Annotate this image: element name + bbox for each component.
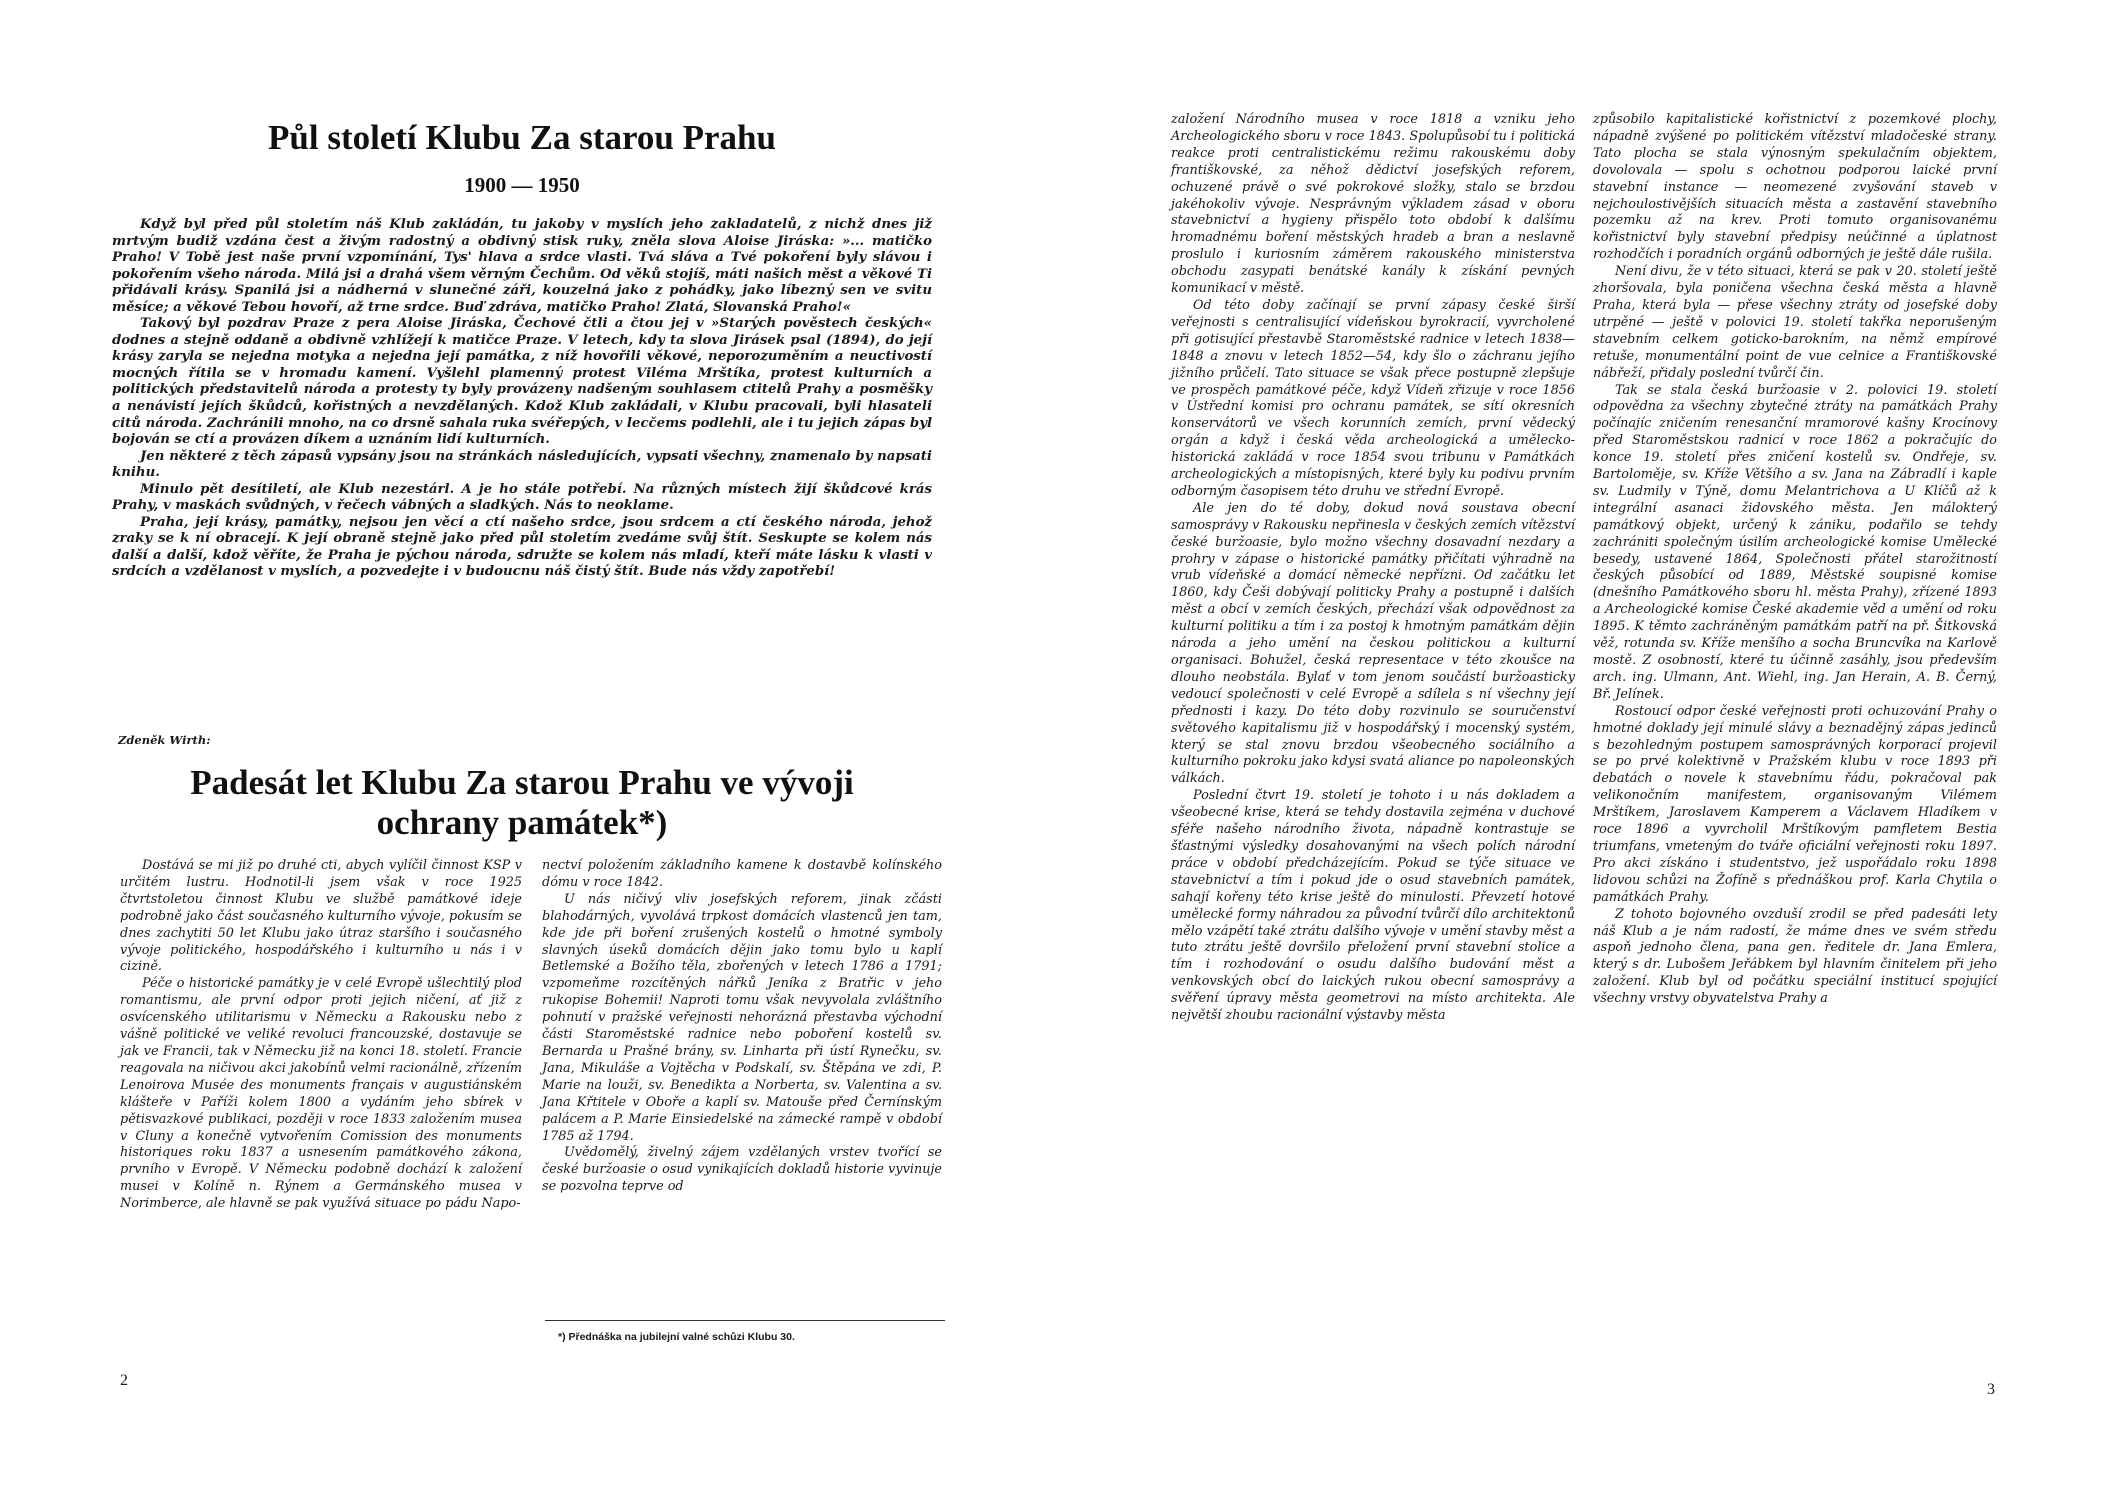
article-column-1 <box>120 858 522 1213</box>
intro-paragraph: Takový byl pozdrav Praze z pera Aloise Jiráska, Čechové čtli a čtou jej v »Starých pověstech českých« dodnes a stejně oddaně a obdivně vzhlížejí k matičce Praze. V letech, kdy ta slova Jirásek psal (1894), do její krásy zaryla se nejedna motyka a nejedna její památka, z níž hovořili věkové, neporozuměním a neuctivostí mocných řítila se v hromadu kamení. Vyšlehl plamenný protest Viléma Mrštíka, protest kulturních a politických představitelů národa a protesty ty byly provázeny nadšeným souhlasem ctitelů Prahy a posměšky a nenávistí jejích škůdců, kořistných a nevzdělaných. Kdož Klub zakládali, v Klubu pracovali, byli hlasateli citů národa. Zachránili mnoho, na co drsně sahala ruka svéřepých, v lecčems podlehli, ale i tu jejich zápas byl bojován se ctí a provázen díkem a uznáním lidí kulturních. <box>112 316 932 448</box>
right-column-1 <box>1171 112 1575 1025</box>
intro-paragraph: Když byl před půl stoletím náš Klub zakládán, tu jakoby v myslích jeho zakladatelů, z nichž dnes již mrtvým budiž vzdána čest a živým radostný a obdivný stisk ruky, zněla slova Aloise Jiráska: »... matičko Praho! V Tobě jest naše první vzpomínání, Tys' hlava a srdce vlasti. Tvá sláva a Tvé pokoření byly slávou i pokořením všeho národa. Milá jsi a drahá všem věrným Čechům. Od věků stojíš, máti našich měst a věkové Ti přidávali krásy. Spanilá jsi a nádherná v slunečné záři, kouzelná jako z pohádky, jako líbezný sen ve svitu měsíce; a věkové Tebou hovoří, až trne srdce. Buď zdráva, matičko Praho! Zlatá, Slovanská Praho!« <box>112 217 932 315</box>
body-paragraph: Dostává se mi již po druhé cti, abych vylíčil činnost KSP v určitém lustru. Hodnotil-li jsem však v roce 1925 čtvrtstoletou činnost Klubu ve službě památkové ideje podrobně jako část současného kulturního vývoje, pokusím se dnes zachytiti 50 let Klubu jako útraz staršího i současného vývoje politického, hospodářského i kulturního u nás i v cizině. <box>120 858 522 975</box>
left-page <box>0 0 1000 1500</box>
page-number: 3 <box>1987 1381 1995 1398</box>
intro-paragraph: Minulo pět desítiletí, ale Klub nezestárl. A je ho stále potřebí. Na různých místech žijí škůdcové krás Prahy, v maskách svůdných, v řečech vábných a sladkých. Nás to neoklame. <box>112 481 932 514</box>
footnote-rule <box>545 1320 945 1321</box>
body-paragraph: Tak se stala česká buržoasie v 2. polovici 19. století odpovědna za všechny zbytečné ztráty na památkách Prahy počínajíc zničením renesanční mramorové kašny Krocínovy před Staroměstskou radnicí v roce 1862 a pokračujíc do konce 19. století přes zničení kostelů sv. Ondřeje, sv. Bartoloměje, sv. Kříže Většího a sv. Jana na Zábradlí i kaple sv. Ludmily v Týně, domu Melantrichova a U Klíčů až k integrální asanaci židovského města. Jen málokterý památkový objekt, určený k zániku, podařilo se tehdy zachrániti společným úsilím archeologické komise Umělecké besedy, ustavené 1864, Společnosti přátel starožitností českých působící od 1889, Městské soupisné komise (dnešního Památkového sboru hl. města Prahy), zřízené 1893 a Archeologické komise České akademie věd a umění od roku 1895. K těmto zachráněným památkám patří na př. Šitkovská věž, rotunda sv. Kříže menšího a socha Bruncvíka na Karlově mostě. Z osobností, které tu účinně zasáhly, jsou především arch. ing. Ulmann, Ant. Wiehl, ing. Jan Herain, A. B. Černý, Bř. Jelínek. <box>1593 382 1997 702</box>
body-paragraph: Rostoucí odpor české veřejnosti proti ochuzování Prahy o hmotné doklady její minulé slávy a beznadějný zápas jedinců s bezohledným postupem samosprávných korporací projevil se po prvé kolektivně v Pražském klubu v roce 1893 při debatách o novele k stavebnímu řádu, pokračoval pak velikonočním manifestem, organisovaným Vilémem Mrštíkem, Jaroslavem Kamperem a Václavem Hladíkem v roce 1896 a vyvrcholil Mrštíkovým pamfletem Bestia triumfans, vmeteným do tváře oficiální veřejnosti roku 1897. Pro akci získáno i studentstvo, jež uspořádalo roku 1898 lidovou schůzi na Žofíně s přednáškou prof. Karla Chytila o památkách Prahy. <box>1593 703 1997 905</box>
author-name: Zdeněk Wirth: <box>118 733 211 747</box>
body-paragraph: Od této doby začínají se první zápasy české širší veřejnosti s centralisující vídeňskou byrokracií, vyvrcholené při gotisující přestavbě Staroměstské radnice v letech 1838—1848 a znovu v letech 1852—54, kdy šlo o záchranu jejího jižního průčelí. Tato situace se však přece postupně zlepšuje ve prospěch památkové péče, když Vídeň zřizuje v roce 1856 v Ústřední komisi pro ochranu památek, se sítí okresních konservátorů ve všech korunních zemích, první vědecký orgán a když i česká věda archeologická a umělecko-historická zakládá v roce 1854 svou tribunu v Památkách archeologických a místopisných, které byly ku podivu prvním odborným časopisem této druhu ve střední Evropě. <box>1171 297 1575 499</box>
body-paragraph: Uvědomělý, živelný zájem vzdělaných vrstev tvořící se české buržoasie o osud vynikajících dokladů historie vyvinuje se pozvolna teprve od <box>542 1145 942 1195</box>
body-paragraph: nectví položením základního kamene k dostavbě kolínského dómu v roce 1842. <box>542 858 942 890</box>
article-title <box>112 763 932 843</box>
page-number: 2 <box>120 1372 128 1389</box>
body-paragraph: U nás ničivý vliv josefských reforem, jinak zčásti blahodárných, vyvolává trpkost domácích vlastenců jen tam, kde jde při boření zrušených kostelů o hmotné symboly slavných úseků domácích dějin jako tomu bylo u kaplí Betlemské a Božího těla, zbořených v letech 1786 a 1791; vzpomeňme rozcítěných nářků Jeníka z Bratřic v jeho rukopise Bohemii! Naproti tomu však nevyvolala zvláštního pohnutí v pražské veřejnosti nehorázná přestavba východní části Staroměstské radnice nebo poboření kostelů sv. Bernarda u Prašné brány, sv. Linharta při ústí Rynečku, sv. Jana, Mikuláše a Vojtěcha v Podskalí, sv. Štěpána ve zdi, P. Marie na louži, sv. Benedikta a Norberta, sv. Valentina a sv. Jana Křtitele v Oboře a kaplí sv. Matouše před Černínským palácem a P. Marie Einsiedelské na zámecké rampě v období 1785 až 1794. <box>542 891 942 1144</box>
body-paragraph: Ale jen do té doby, dokud nová soustava obecní samosprávy v Rakousku nepřinesla v českých zemích vítězství české buržoasie, bylo možno všechny dosavadní nezdary a prohry v zápase o historické památky přičítati výhradně na vrub vídeňské a domácí německé nepřízni. Od začátku let 1860, kdy Češi dobývají politicky Prahy a postupně i dalších měst a obcí v zemích českých, přechází však odpovědnost za kulturní politiku a tím i za postoj k hmotným památkám dějin národa a jeho umění na českou politickou a kulturní organisaci. Bohužel, česká representace v této zkoušce na dlouho neobstála. Bylať v tom jenom součástí buržoasticky vedoucí společnosti v celé Evropě a sdílela s ní všechny její přednosti i kazy. Do této doby rozvinulo se souručenství světového kapitalismu již v hospodářský i mocenský systém, který se stal znovu brzdou všeobecného sociálního a kulturního pokroku jako kdysi svatá aliance po napoleonských válkách. <box>1171 500 1575 787</box>
right-page <box>1057 0 2114 1500</box>
article-column-2 <box>542 858 942 1196</box>
article-title-line: ochrany památek*) <box>376 803 668 842</box>
article-title-line: Padesát let Klubu Za starou Prahu ve vývoji <box>190 763 854 802</box>
intro-text <box>112 217 932 581</box>
footnote: *) Přednáška na jubilejní valné schůzi Klubu 30. <box>558 1331 795 1343</box>
body-paragraph: Poslední čtvrt 19. století je tohoto i u nás dokladem a všeobecné krise, která se tehdy dostavila zejména v duchové sféře našeho národního života, nápadně kontrastuje se šťastnými výsledky dosahovanými na všech polích národní práce v období předcházejícím. Pokud se týče situace ve stavebnictví a tím i pokud jde o osud stavebních památek, sahají kořeny této krise ještě do minulosti. Převzetí hotové umělecké formy náhradou za původní tvůrčí dílo architektonů mělo vzápětí také ztrátu dalšího vývoje v umění stavby měst a tuto ztrátu ještě dovršilo přeložení první stavební stolice a tím i rozhodování o osudu dalšího budování měst a venkovských obcí do laických rukou obecní samosprávy a svěření úpravy města geometrovi na místo architekta. Ale největší zhoubu racionální výstavby města <box>1171 788 1575 1024</box>
body-paragraph: způsobilo kapitalistické kořistnictví z pozemkové plochy, nápadně zvýšené po politickém vítězství mladočeské strany. Tato plocha se stala výnosným spekulačním objektem, dovolovala — spolu s ochotnou podporou laické první stavební instance — neomezené zvyšování staveb v nejchoulostivějších situacích města a zastavění stavebního pozemku až na krev. Proti tomuto organisovanému kořistnictví byly stavební předpisy neúčinné a úplatnost rozhodčích i poradních orgánů odborných je ještě dále rušila. <box>1593 112 1997 263</box>
body-paragraph: založení Národního musea v roce 1818 a vzniku jeho Archeologického sboru v roce 1843. Spolupůsobí tu i politická reakce proti centralistickému režimu rakouskému doby františkovské, za něhož dědictví josefských reforem, ochuzené právě o své pokrokové složky, stalo se brzdou jakéhokoliv vývoje. Nesprávným výkladem zásad v oboru stavebnictví a hygieny přispělo toto období k dalšímu hromadnému boření městských hradeb a bran a neslavně proslulo i kuriosním záměrem rakouského ministerstva obchodu zasypati benátské kanály k získání pevných komunikací v městě. <box>1171 112 1575 297</box>
years-subtitle: 1900 — 1950 <box>464 173 580 197</box>
body-paragraph: Péče o historické památky je v celé Evropě ušlechtilý plod romantismu, ale první odpor proti jejich ničení, ať již z osvícenského utilitarismu v Německu a Rakousku nebo z vášně politické ve veliké revoluci francouzské, dostavuje se jak ve Francii, tak v Německu již na konci 18. století. Francie reagovala na ničivou akci jakobínů velmi racionálně, zřízením Lenoirova Musée des monuments français v augustiánském klášteře v Paříži kolem 1800 a vydáním jeho sbírek v pětisvazkové publikaci, později v roce 1833 založením musea v Cluny a konečně vytvořením Comission des monuments historiques roku 1837 a usnesením památkového zákona, prvního v Evropě. V Německu podobně dochází k založení musei v Kolíně n. Rýnem a Germánského musea v Norimberce, ale hlavně se pak využívá situace po pádu Napo- <box>120 976 522 1212</box>
right-column-2 <box>1593 112 1997 1008</box>
page-title: Půl století Klubu Za starou Prahu <box>268 118 776 157</box>
body-paragraph: Není divu, že v této situaci, která se pak v 20. století ještě zhoršovala, byla poničena všechna česká města a hlavně Praha, která byla — přese všechny ztráty od josefské doby utrpěné — ještě v polovici 19. století takřka neporušeným stavebním celkem goticko-barokním, na němž empírové retuše, monumentální point de vue celnice a Františkovské nábřeží, přidaly poslední tvůrčí čin. <box>1593 264 1997 381</box>
intro-paragraph: Jen některé z těch zápasů vypsány jsou na stránkách následujících, vypsati všechny, znamenalo by napsati knihu. <box>112 448 932 481</box>
body-paragraph: Z tohoto bojovného ovzduší zrodil se před padesáti lety náš Klub a je nám radostí, že máme dnes ve svém středu aspoň jednoho člena, pana gen. ředitele dr. Jana Emlera, který s dr. Lubošem Jeřábkem byl hlavním činitelem při jeho založení. Klub byl od počátku speciální institucí spojující všechny vrstvy obyvatelstva Prahy a <box>1593 906 1997 1007</box>
intro-paragraph: Praha, její krásy, památky, nejsou jen věcí a ctí našeho srdce, jsou srdcem a ctí českého národa, jehož zraky se k ní obracejí. K její obraně stejně jako před půl stoletím zvedáme svůj štít. Seskupte se kolem nás další a další, kdož věříte, že Praha je pýchou národa, sdružte se kolem nás mladí, kteří máte lásku k vlasti v srdcích a vzdělanost v myslích, a pozvedejte i v budoucnu náš čistý štít. Bude nás vždy zapotřebí! <box>112 514 932 580</box>
